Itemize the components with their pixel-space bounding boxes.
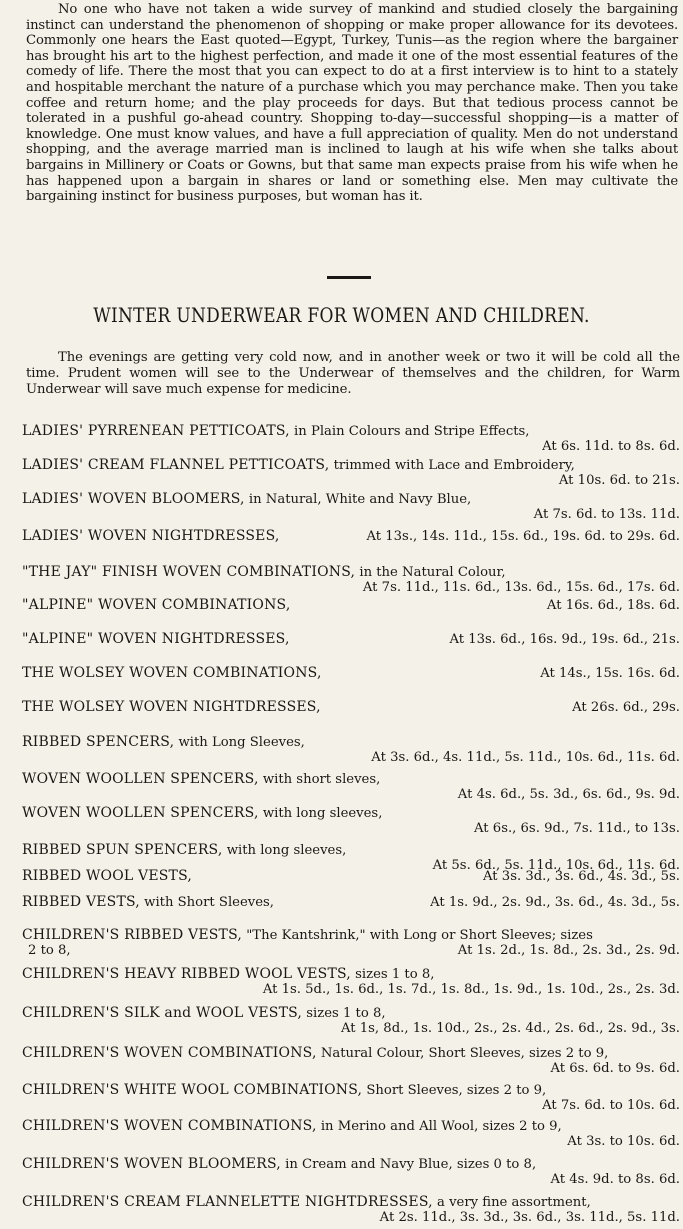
item-price: At 16s. 6d., 18s. 6d. — [546, 598, 680, 613]
item-name: WOVEN WOOLLEN SPENCERS, — [22, 771, 259, 787]
section-paragraph — [26, 350, 680, 398]
list-item — [22, 700, 680, 715]
list-item — [22, 1195, 680, 1225]
list-item — [22, 598, 680, 613]
item-price: At 1s. 2d., 1s. 8d., 2s. 3d., 2s. 9d. — [457, 943, 680, 958]
list-item — [22, 529, 680, 544]
list-item — [22, 1006, 680, 1036]
item-name: CHILDREN'S WHITE WOOL COMBINATIONS, — [22, 1082, 363, 1098]
item-description: with long sleeves, — [226, 843, 347, 858]
item-price: At 2s. 11d., 3s. 3d., 3s. 6d., 3s. 11d., 5s. 11d. — [379, 1210, 680, 1225]
item-name: "THE JAY" FINISH WOVEN COMBINATIONS, — [22, 564, 356, 580]
list-item — [22, 492, 680, 522]
item-description: with Long Sleeves, — [178, 735, 305, 750]
item-price: At 7s. 6d. to 13s. 11d. — [533, 507, 680, 522]
item-name: CHILDREN'S WOVEN COMBINATIONS, — [22, 1118, 317, 1134]
item-name: CHILDREN'S WOVEN COMBINATIONS, — [22, 1045, 317, 1061]
item-price: At 13s., 14s. 11d., 15s. 6d., 19s. 6d. to 29s. 6d. — [366, 529, 680, 544]
item-name: LADIES' WOVEN BLOOMERS, — [22, 491, 245, 507]
list-item — [22, 772, 680, 802]
list-item — [22, 666, 680, 681]
item-name: THE WOLSEY WOVEN COMBINATIONS, — [22, 665, 322, 681]
item-description: in Natural, White and Navy Blue, — [248, 492, 472, 507]
item-price: At 3s. to 10s. 6d. — [567, 1134, 680, 1149]
item-price: At 4s. 6d., 5s. 3d., 6s. 6d., 9s. 9d. — [457, 787, 680, 802]
item-price: At 26s. 6d., 29s. — [572, 700, 680, 715]
list-item — [22, 869, 680, 884]
item-price: At 4s. 9d. to 8s. 6d. — [550, 1172, 680, 1187]
item-price: At 3s. 3d., 3s. 6d., 4s. 3d., 5s. — [483, 869, 680, 884]
list-item — [22, 1119, 680, 1149]
list-item — [22, 424, 680, 454]
item-price: At 10s. 6d. to 21s. — [558, 473, 680, 488]
item-name: CHILDREN'S WOVEN BLOOMERS, — [22, 1156, 281, 1172]
item-name: CHILDREN'S HEAVY RIBBED WOOL VESTS, — [22, 966, 351, 982]
item-price: At 1s, 8d., 1s. 10d., 2s., 2s. 4d., 2s. 6d., 2s. 9d., 3s. — [340, 1021, 680, 1036]
section-heading: WINTER UNDERWEAR FOR WOMEN AND CHILDREN. — [93, 304, 590, 328]
item-description: with Short Sleeves, — [144, 895, 274, 910]
item-price: At 6s., 6s. 9d., 7s. 11d., to 13s. — [474, 821, 680, 836]
list-item — [22, 895, 680, 910]
item-name: LADIES' PYRRENEAN PETTICOATS, — [22, 423, 290, 439]
intro-text: No one who have not taken a wide survey of mankind and studied closely the bargaining instinct can understand the phenomenon of shopping or make proper allowance for its devotees. Commonly one hears the East quoted—Egypt, Turkey, Tunis—as the region where the bargainer has brought his art to the highest perfection, and made it one of the most essential features of the comedy of life. There the most that you can expect to do at a first interview is to hint to a stately and hospitable merchant the nature of a purchase which you may perchance make. Then you take coffee and return home; and the play proceeds for days. But that tedious process cannot be tolerated in a pushful go-ahead country. Shopping to-day—successful shopping—is a matter of knowledge. One must know values, and have a full appreciation of quality. Men do not understand shopping, and the average married man is inclined to laugh at his wife when she talks about bargains in Millinery or Coats or Gowns, but that same man expects praise from his wife when he has happened upon a bargain in shares or land or something else. Men may cultivate the bargaining instinct for business purposes, but woman has it. — [26, 2, 678, 205]
list-item — [22, 632, 680, 647]
item-name: RIBBED SPENCERS, — [22, 734, 175, 750]
item-description: Short Sleeves, sizes 2 to 9, — [366, 1083, 547, 1098]
item-name: THE WOLSEY WOVEN NIGHTDRESSES, — [22, 699, 321, 715]
list-item — [22, 1046, 680, 1076]
item-name: "ALPINE" WOVEN COMBINATIONS, — [22, 597, 291, 613]
item-name: RIBBED WOOL VESTS, — [22, 868, 193, 884]
list-item — [22, 1157, 680, 1187]
item-name: CHILDREN'S RIBBED VESTS, — [22, 927, 243, 943]
intro-paragraph — [26, 2, 678, 205]
item-description: with short sleves, — [262, 772, 381, 787]
list-item — [22, 806, 680, 836]
item-description: trimmed with Lace and Embroidery, — [333, 458, 575, 473]
item-name: RIBBED VESTS, — [22, 894, 140, 910]
item-description: "The Kantshrink," with Long or Short Sleeves; sizes — [246, 928, 593, 943]
item-description: Natural Colour, Short Sleeves, sizes 2 to 9, — [320, 1046, 609, 1061]
item-name: RIBBED SPUN SPENCERS, — [22, 842, 223, 858]
item-price: At 13s. 6d., 16s. 9d., 19s. 6d., 21s. — [449, 632, 680, 647]
item-description: with long sleeves, — [262, 806, 383, 821]
list-item — [22, 565, 680, 595]
item-description: in Cream and Navy Blue, sizes 0 to 8, — [285, 1157, 537, 1172]
item-name: WOVEN WOOLLEN SPENCERS, — [22, 805, 259, 821]
item-price: At 7s. 6d. to 10s. 6d. — [542, 1098, 680, 1113]
item-description: in the Natural Colour, — [359, 565, 506, 580]
section-divider — [327, 276, 371, 279]
item-price: At 1s. 5d., 1s. 6d., 1s. 7d., 1s. 8d., 1s. 9d., 1s. 10d., 2s., 2s. 3d. — [262, 982, 680, 997]
item-price: At 7s. 11d., 11s. 6d., 13s. 6d., 15s. 6d., 17s. 6d. — [362, 580, 680, 595]
item-price: At 6s. 11d. to 8s. 6d. — [542, 439, 680, 454]
list-item — [22, 928, 680, 958]
list-item — [22, 735, 680, 765]
item-name: "ALPINE" WOVEN NIGHTDRESSES, — [22, 631, 290, 647]
item-price: At 3s. 6d., 4s. 11d., 5s. 11d., 10s. 6d., 11s. 6d. — [371, 750, 680, 765]
item-price: At 14s., 15s. 16s. 6d. — [540, 666, 680, 681]
section-text: The evenings are getting very cold now, and in another week or two it will be cold all the time. Prudent women will see to the Underwear of themselves and the children, for Warm Underwear will save much expense for medicine. — [26, 350, 680, 397]
item-price: At 5s. 6d., 5s. 11d., 10s. 6d., 11s. 6d. — [432, 858, 680, 873]
item-description: sizes 1 to 8, — [355, 967, 435, 982]
item-sizes: 2 to 8, — [28, 943, 71, 958]
item-description: sizes 1 to 8, — [306, 1006, 386, 1021]
list-item — [22, 1083, 680, 1113]
item-name: LADIES' CREAM FLANNEL PETTICOATS, — [22, 457, 330, 473]
list-item — [22, 458, 680, 488]
item-price: At 6s. 6d. to 9s. 6d. — [550, 1061, 680, 1076]
list-item — [22, 967, 680, 997]
item-name: CHILDREN'S SILK and WOOL VESTS, — [22, 1005, 303, 1021]
item-description: in Plain Colours and Stripe Effects, — [294, 424, 530, 439]
item-name: CHILDREN'S CREAM FLANNELETTE NIGHTDRESSES, — [22, 1194, 433, 1210]
item-name: LADIES' WOVEN NIGHTDRESSES, — [22, 528, 280, 544]
item-description: in Merino and All Wool, sizes 2 to 9, — [320, 1119, 562, 1134]
item-price: At 1s. 9d., 2s. 9d., 3s. 6d., 4s. 3d., 5s. — [430, 895, 680, 910]
item-description: a very fine assortment, — [437, 1195, 591, 1210]
